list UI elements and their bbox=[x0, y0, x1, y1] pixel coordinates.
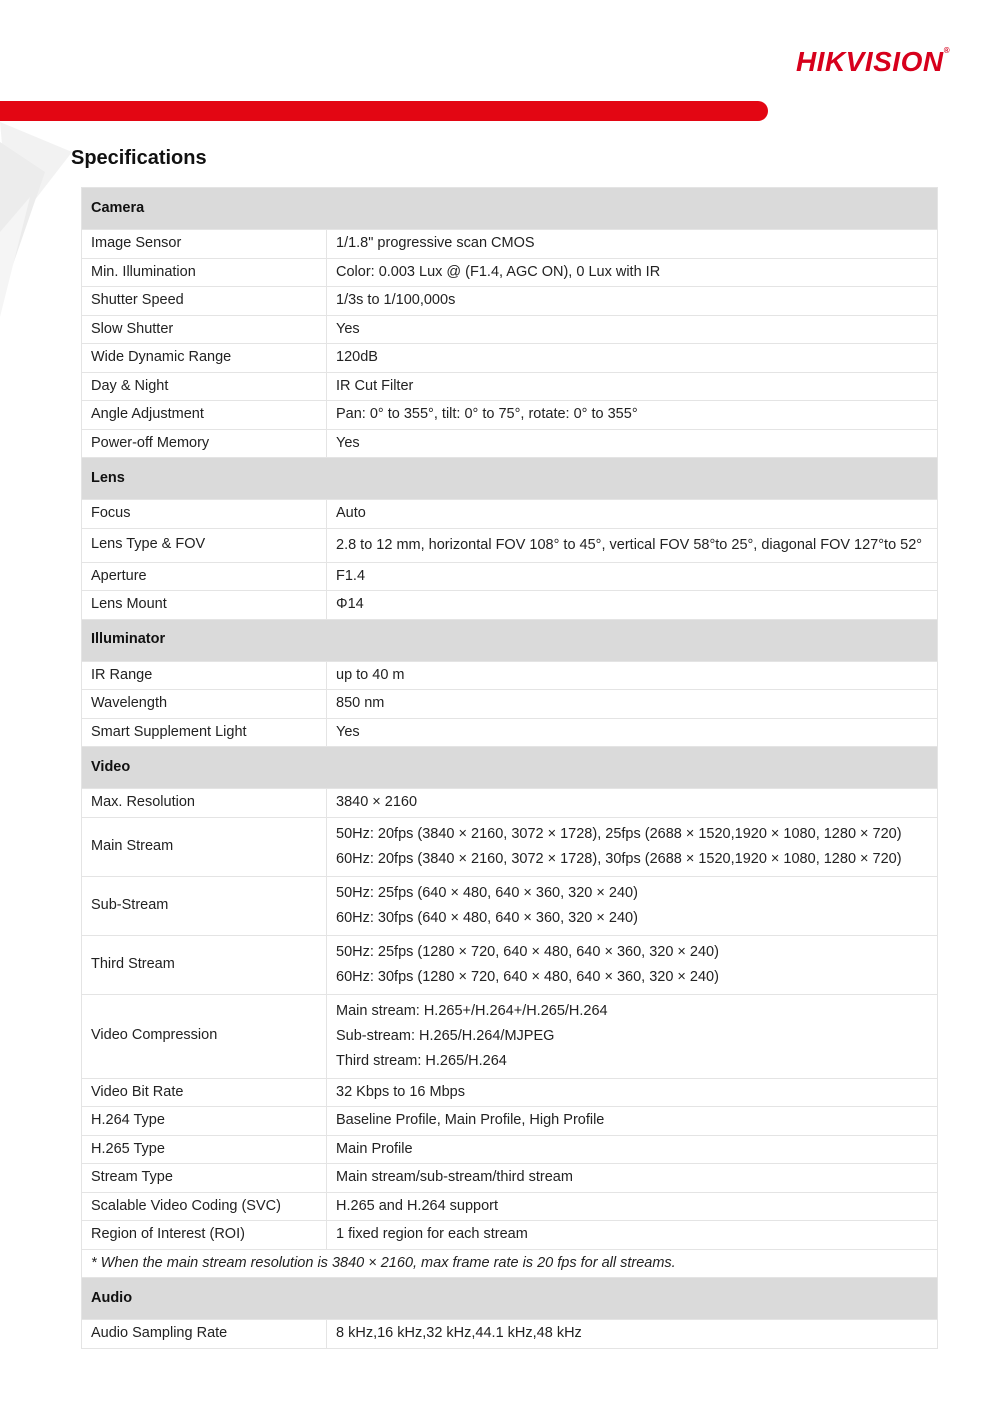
spec-value-line: 60Hz: 30fps (640 × 480, 640 × 360, 320 × 240) bbox=[336, 909, 638, 926]
spec-label: Max. Resolution bbox=[82, 789, 327, 818]
spec-label: Wide Dynamic Range bbox=[82, 344, 327, 373]
spec-row bbox=[82, 429, 938, 458]
spec-value-line: Third stream: H.265/H.264 bbox=[336, 1052, 507, 1069]
spec-value: 850 nm bbox=[327, 690, 938, 719]
spec-value bbox=[327, 935, 938, 994]
spec-row bbox=[82, 528, 938, 562]
spec-label: H.264 Type bbox=[82, 1107, 327, 1136]
spec-label: Power-off Memory bbox=[82, 429, 327, 458]
spec-value: IR Cut Filter bbox=[327, 372, 938, 401]
spec-label: Focus bbox=[82, 500, 327, 529]
spec-note-row bbox=[82, 1249, 938, 1278]
spec-value: H.265 and H.264 support bbox=[327, 1192, 938, 1221]
spec-label: Sub-Stream bbox=[82, 876, 327, 935]
spec-row bbox=[82, 789, 938, 818]
section-header-lens bbox=[82, 458, 938, 500]
spec-label: Slow Shutter bbox=[82, 315, 327, 344]
section-title: Video bbox=[82, 747, 938, 789]
spec-note: * When the main stream resolution is 3840 × 2160, max frame rate is 20 fps for all streams. bbox=[82, 1249, 938, 1278]
spec-value: Main stream/sub-stream/third stream bbox=[327, 1164, 938, 1193]
spec-value: 120dB bbox=[327, 344, 938, 373]
spec-value: Main Profile bbox=[327, 1135, 938, 1164]
spec-label: Min. Illumination bbox=[82, 258, 327, 287]
spec-row bbox=[82, 372, 938, 401]
spec-value bbox=[327, 994, 938, 1078]
spec-value-line: Sub-stream: H.265/H.264/MJPEG bbox=[336, 1027, 555, 1044]
spec-value-line: Main stream: H.265+/H.264+/H.265/H.264 bbox=[336, 1002, 608, 1019]
spec-value: 1/3s to 1/100,000s bbox=[327, 287, 938, 316]
spec-value: Yes bbox=[327, 315, 938, 344]
spec-label: Region of Interest (ROI) bbox=[82, 1221, 327, 1250]
spec-value-line: 50Hz: 25fps (1280 × 720, 640 × 480, 640 × 360, 320 × 240) bbox=[336, 943, 719, 960]
spec-value: 1/1.8" progressive scan CMOS bbox=[327, 230, 938, 259]
section-title: Audio bbox=[82, 1278, 938, 1320]
spec-value: Φ14 bbox=[327, 591, 938, 620]
section-header-video bbox=[82, 747, 938, 789]
spec-value: F1.4 bbox=[327, 562, 938, 591]
section-title: Camera bbox=[82, 188, 938, 230]
spec-label: Scalable Video Coding (SVC) bbox=[82, 1192, 327, 1221]
spec-row bbox=[82, 1107, 938, 1136]
spec-label: Stream Type bbox=[82, 1164, 327, 1193]
spec-value-line: 50Hz: 20fps (3840 × 2160, 3072 × 1728), 25fps (2688 × 1520,1920 × 1080, 1280 × 720) bbox=[336, 825, 902, 842]
spec-row bbox=[82, 500, 938, 529]
spec-label: Aperture bbox=[82, 562, 327, 591]
decorative-watermark-shape bbox=[0, 122, 80, 322]
spec-value: 3840 × 2160 bbox=[327, 789, 938, 818]
spec-value: 2.8 to 12 mm, horizontal FOV 108° to 45°, vertical FOV 58°to 25°, diagonal FOV 127°to 52° bbox=[327, 528, 938, 562]
spec-row bbox=[82, 1135, 938, 1164]
spec-label: Lens Type & FOV bbox=[82, 528, 327, 562]
spec-label: Shutter Speed bbox=[82, 287, 327, 316]
spec-label: IR Range bbox=[82, 661, 327, 690]
spec-row bbox=[82, 1164, 938, 1193]
spec-label: Angle Adjustment bbox=[82, 401, 327, 430]
spec-value: Color: 0.003 Lux @ (F1.4, AGC ON), 0 Lux with IR bbox=[327, 258, 938, 287]
spec-row bbox=[82, 315, 938, 344]
spec-value: Pan: 0° to 355°, tilt: 0° to 75°, rotate: 0° to 355° bbox=[327, 401, 938, 430]
spec-row bbox=[82, 287, 938, 316]
spec-label: Image Sensor bbox=[82, 230, 327, 259]
spec-label: Video Compression bbox=[82, 994, 327, 1078]
spec-value: 32 Kbps to 16 Mbps bbox=[327, 1078, 938, 1107]
spec-value: Yes bbox=[327, 429, 938, 458]
spec-value: Auto bbox=[327, 500, 938, 529]
header-accent-bar bbox=[0, 101, 768, 121]
spec-label: Wavelength bbox=[82, 690, 327, 719]
spec-value: up to 40 m bbox=[327, 661, 938, 690]
spec-label: Lens Mount bbox=[82, 591, 327, 620]
spec-row bbox=[82, 1078, 938, 1107]
spec-row bbox=[82, 1320, 938, 1349]
spec-row bbox=[82, 230, 938, 259]
spec-table bbox=[81, 187, 938, 1349]
spec-label: Third Stream bbox=[82, 935, 327, 994]
spec-label: Main Stream bbox=[82, 817, 327, 876]
spec-row bbox=[82, 1221, 938, 1250]
spec-value: Baseline Profile, Main Profile, High Profile bbox=[327, 1107, 938, 1136]
spec-value: 8 kHz,16 kHz,32 kHz,44.1 kHz,48 kHz bbox=[327, 1320, 938, 1349]
spec-label: Audio Sampling Rate bbox=[82, 1320, 327, 1349]
page-title: Specifications bbox=[71, 147, 207, 169]
spec-value: Yes bbox=[327, 718, 938, 747]
spec-label: Smart Supplement Light bbox=[82, 718, 327, 747]
spec-row bbox=[82, 935, 938, 994]
section-header-audio bbox=[82, 1278, 938, 1320]
spec-row bbox=[82, 718, 938, 747]
spec-row bbox=[82, 344, 938, 373]
spec-value: 1 fixed region for each stream bbox=[327, 1221, 938, 1250]
spec-row bbox=[82, 591, 938, 620]
spec-label: Day & Night bbox=[82, 372, 327, 401]
spec-label: Video Bit Rate bbox=[82, 1078, 327, 1107]
section-header-camera bbox=[82, 188, 938, 230]
section-title: Illuminator bbox=[82, 619, 938, 661]
spec-row bbox=[82, 1192, 938, 1221]
spec-label: H.265 Type bbox=[82, 1135, 327, 1164]
spec-value bbox=[327, 876, 938, 935]
spec-value-line: 60Hz: 30fps (1280 × 720, 640 × 480, 640 × 360, 320 × 240) bbox=[336, 968, 719, 985]
spec-row bbox=[82, 401, 938, 430]
registered-mark: ® bbox=[943, 46, 950, 55]
logo-text-hik: HIK bbox=[795, 46, 846, 77]
spec-row bbox=[82, 690, 938, 719]
spec-row bbox=[82, 661, 938, 690]
spec-row bbox=[82, 994, 938, 1078]
spec-row bbox=[82, 562, 938, 591]
spec-value-line: 50Hz: 25fps (640 × 480, 640 × 360, 320 × 240) bbox=[336, 884, 638, 901]
hikvision-logo bbox=[796, 46, 950, 78]
spec-row bbox=[82, 258, 938, 287]
logo-text-vision: VISION bbox=[845, 46, 944, 77]
spec-value bbox=[327, 817, 938, 876]
spec-row bbox=[82, 817, 938, 876]
spec-value-line: 60Hz: 20fps (3840 × 2160, 3072 × 1728), 30fps (2688 × 1520,1920 × 1080, 1280 × 720) bbox=[336, 850, 902, 867]
section-header-illuminator bbox=[82, 619, 938, 661]
spec-row bbox=[82, 876, 938, 935]
section-title: Lens bbox=[82, 458, 938, 500]
